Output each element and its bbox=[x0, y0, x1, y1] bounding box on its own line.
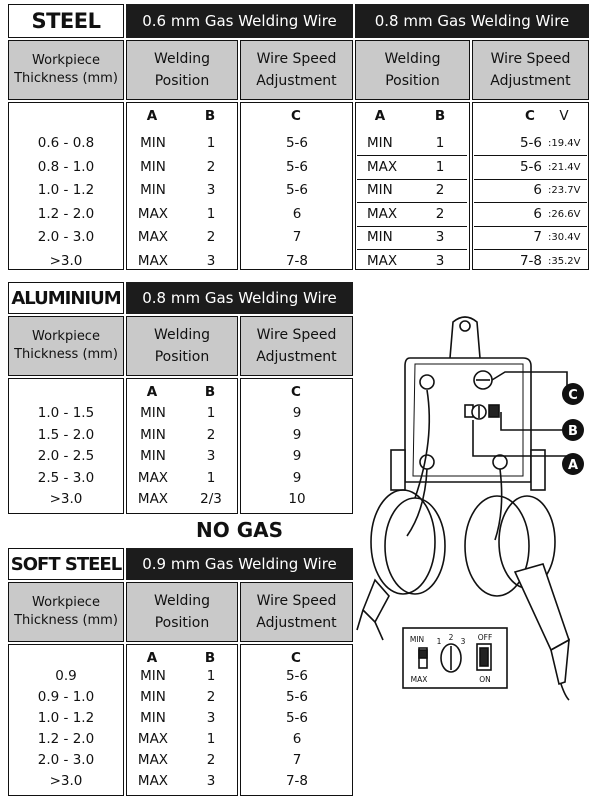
soft-steel-row-c: 5-6 bbox=[285, 668, 309, 684]
steel-06-row-b: 2 bbox=[206, 229, 216, 245]
soft-steel-row-thickness: 1.2 - 2.0 bbox=[37, 731, 95, 747]
steel-06-row-c: 7-8 bbox=[285, 252, 309, 269]
steel-08-row-a: MIN bbox=[367, 229, 393, 245]
soft-steel-row-thickness: 1.0 - 1.2 bbox=[37, 710, 95, 726]
callout-c-label: C bbox=[568, 388, 578, 403]
soft-steel-row-a: MIN bbox=[140, 668, 166, 684]
aluminium-row-a: MIN bbox=[140, 448, 166, 464]
panel-max-label: MAX bbox=[410, 675, 428, 684]
soft-steel-row-c: 5-6 bbox=[285, 710, 309, 726]
steel-08-row-divider bbox=[357, 202, 467, 203]
aluminium-speed-header: Wire Speed Adjustment bbox=[240, 316, 353, 376]
steel-06-row-thickness: 1.2 - 2.0 bbox=[37, 205, 95, 222]
steel-08-row-b: 3 bbox=[435, 229, 445, 245]
soft-steel-title: SOFT STEEL bbox=[8, 548, 124, 580]
soft-steel-thickness-header: Workpiece Thickness (mm) bbox=[8, 582, 124, 642]
steel-08-row-v: :35.2V bbox=[548, 255, 581, 267]
steel-06-row-a: MIN bbox=[140, 135, 166, 151]
steel-08-row-divider bbox=[357, 249, 467, 250]
steel-06-row-b: 3 bbox=[206, 182, 216, 198]
steel-title: STEEL bbox=[8, 4, 124, 38]
steel-08-row-v: :19.4V bbox=[548, 138, 581, 149]
steel-06-col-c: C bbox=[291, 108, 301, 124]
aluminium-row-thickness: 1.5 - 2.0 bbox=[37, 426, 95, 443]
soft-steel-speed-header: Wire Speed Adjustment bbox=[240, 582, 353, 642]
soft-steel-position-header: Welding Position bbox=[126, 582, 238, 642]
steel-08-row-divider bbox=[474, 179, 587, 180]
aluminium-row-b: 1 bbox=[206, 405, 216, 421]
soft-steel-row-thickness: 0.9 bbox=[55, 668, 77, 684]
steel-08-row-a: MAX bbox=[367, 252, 398, 269]
steel-08-col-c: C bbox=[525, 108, 535, 124]
soft-steel-col-a: A bbox=[146, 650, 158, 666]
panel-off-label: OFF bbox=[477, 633, 493, 642]
aluminium-row-a: MIN bbox=[140, 426, 166, 443]
steel-wire-08-header: 0.8 mm Gas Welding Wire bbox=[355, 4, 589, 38]
soft-steel-row-a: MAX bbox=[137, 752, 169, 768]
steel-08-row-divider bbox=[474, 249, 587, 250]
soft-steel-row-b: 2 bbox=[206, 689, 216, 705]
soft-steel-col-b: B bbox=[204, 650, 216, 666]
steel-08-col-a: A bbox=[374, 108, 386, 124]
steel-06-row-thickness: 1.0 - 1.2 bbox=[37, 182, 95, 198]
aluminium-thickness-header: Workpiece Thickness (mm) bbox=[8, 316, 124, 376]
aluminium-row-b: 3 bbox=[206, 448, 216, 464]
steel-06-row-b: 3 bbox=[206, 252, 216, 269]
soft-steel-row-b: 2 bbox=[206, 752, 216, 768]
aluminium-wire-header: 0.8 mm Gas Welding Wire bbox=[126, 282, 353, 314]
steel-08-row-b: 1 bbox=[435, 135, 445, 151]
steel-08-row-b: 2 bbox=[435, 182, 445, 198]
steel-08-row-c: 6 bbox=[533, 205, 542, 222]
soft-steel-col-c: C bbox=[291, 650, 301, 666]
steel-08-row-v: :26.6V bbox=[548, 208, 581, 220]
steel-thickness-header: Workpiece Thickness (mm) bbox=[8, 40, 124, 100]
steel-08-row-v: :21.4V bbox=[548, 161, 581, 173]
aluminium-col-c: C bbox=[291, 384, 301, 400]
aluminium-col-b: B bbox=[204, 384, 216, 400]
aluminium-row-thickness: >3.0 bbox=[49, 491, 83, 507]
aluminium-row-a: MAX bbox=[137, 491, 169, 507]
steel-06-row-thickness: 2.0 - 3.0 bbox=[37, 229, 95, 245]
steel-08-row-b: 2 bbox=[435, 205, 445, 222]
aluminium-row-thickness: 2.5 - 3.0 bbox=[37, 469, 95, 486]
steel-06-row-a: MIN bbox=[140, 158, 166, 175]
aluminium-row-c: 9 bbox=[292, 405, 302, 421]
steel-06-row-c: 5-6 bbox=[285, 182, 309, 198]
steel-08-row-v: :30.4V bbox=[548, 232, 581, 243]
steel-08-position-header: Welding Position bbox=[355, 40, 470, 100]
soft-steel-row-c: 7-8 bbox=[285, 773, 309, 789]
steel-08-row-divider bbox=[357, 179, 467, 180]
aluminium-row-c: 9 bbox=[292, 426, 302, 443]
aluminium-row-c: 9 bbox=[292, 448, 302, 464]
steel-06-row-b: 2 bbox=[206, 158, 216, 175]
steel-08-row-v: :23.7V bbox=[548, 185, 581, 196]
steel-06-row-c: 6 bbox=[292, 205, 302, 222]
steel-08-row-c: 5-6 bbox=[519, 158, 542, 175]
steel-08-row-divider bbox=[474, 202, 587, 203]
steel-08-row-divider bbox=[474, 226, 587, 227]
steel-06-row-c: 5-6 bbox=[285, 135, 309, 151]
aluminium-col-a: A bbox=[146, 384, 158, 400]
soft-steel-row-a: MAX bbox=[137, 731, 169, 747]
panel-on-label: ON bbox=[479, 675, 491, 684]
soft-steel-row-c: 5-6 bbox=[285, 689, 309, 705]
steel-06-col-b: B bbox=[204, 108, 216, 124]
aluminium-row-a: MIN bbox=[140, 405, 166, 421]
steel-08-row-b: 1 bbox=[435, 158, 445, 175]
aluminium-row-b: 1 bbox=[206, 469, 216, 486]
callout-a-label: A bbox=[567, 458, 579, 473]
steel-08-col-v: V bbox=[559, 108, 569, 124]
steel-06-col-a: A bbox=[146, 108, 158, 124]
steel-08-row-divider bbox=[357, 226, 467, 227]
steel-wire-06-header: 0.6 mm Gas Welding Wire bbox=[126, 4, 353, 38]
soft-steel-row-b: 3 bbox=[206, 773, 216, 789]
callout-b-label: B bbox=[568, 424, 578, 439]
soft-steel-row-a: MAX bbox=[137, 773, 169, 789]
steel-08-row-divider bbox=[357, 155, 467, 156]
soft-steel-row-b: 1 bbox=[206, 731, 216, 747]
steel-08-row-c: 6 bbox=[533, 182, 542, 198]
steel-08-col-b: B bbox=[434, 108, 446, 124]
soft-steel-row-b: 3 bbox=[206, 710, 216, 726]
steel-06-row-b: 1 bbox=[206, 135, 216, 151]
steel-08-row-a: MAX bbox=[367, 158, 398, 175]
welder-diagram bbox=[355, 310, 595, 710]
soft-steel-row-a: MIN bbox=[140, 689, 166, 705]
no-gas-heading: NO GAS bbox=[195, 518, 283, 542]
panel-pos-3: 3 bbox=[460, 637, 466, 646]
steel-06-row-c: 7 bbox=[292, 229, 302, 245]
steel-08-row-c: 7 bbox=[533, 229, 542, 245]
steel-06-row-a: MAX bbox=[137, 229, 169, 245]
steel-08-speed-header: Wire Speed Adjustment bbox=[472, 40, 589, 100]
aluminium-row-c: 10 bbox=[288, 491, 306, 507]
soft-steel-row-c: 6 bbox=[292, 731, 302, 747]
steel-08-row-c: 5-6 bbox=[519, 135, 542, 151]
steel-06-row-a: MAX bbox=[137, 252, 169, 269]
aluminium-row-thickness: 1.0 - 1.5 bbox=[37, 405, 95, 421]
aluminium-position-header: Welding Position bbox=[126, 316, 238, 376]
soft-steel-row-thickness: >3.0 bbox=[49, 773, 83, 789]
steel-06-row-thickness: 0.8 - 1.0 bbox=[37, 158, 95, 175]
aluminium-row-c: 9 bbox=[292, 469, 302, 486]
soft-steel-wire-header: 0.9 mm Gas Welding Wire bbox=[126, 548, 353, 580]
steel-06-position-header: Welding Position bbox=[126, 40, 238, 100]
panel-pos-2: 2 bbox=[448, 633, 454, 642]
steel-06-row-b: 1 bbox=[206, 205, 216, 222]
steel-08-row-a: MIN bbox=[367, 135, 393, 151]
aluminium-row-thickness: 2.0 - 2.5 bbox=[37, 448, 95, 464]
aluminium-title: ALUMINIUM bbox=[8, 282, 124, 314]
soft-steel-row-thickness: 2.0 - 3.0 bbox=[37, 752, 95, 768]
steel-08-row-a: MAX bbox=[367, 205, 398, 222]
aluminium-row-b: 2 bbox=[206, 426, 216, 443]
soft-steel-row-b: 1 bbox=[206, 668, 216, 684]
steel-06-row-a: MAX bbox=[137, 205, 169, 222]
aluminium-row-a: MAX bbox=[137, 469, 169, 486]
steel-06-row-thickness: 0.6 - 0.8 bbox=[37, 135, 95, 151]
steel-08-row-a: MIN bbox=[367, 182, 393, 198]
steel-06-speed-header: Wire Speed Adjustment bbox=[240, 40, 353, 100]
soft-steel-row-a: MIN bbox=[140, 710, 166, 726]
steel-08-row-c: 7-8 bbox=[519, 252, 542, 269]
soft-steel-row-c: 7 bbox=[292, 752, 302, 768]
steel-08-row-b: 3 bbox=[435, 252, 445, 269]
panel-pos-1: 1 bbox=[436, 637, 442, 646]
steel-06-row-thickness: >3.0 bbox=[49, 252, 83, 269]
steel-08-row-divider bbox=[474, 155, 587, 156]
panel-min-label: MIN bbox=[409, 635, 425, 644]
aluminium-row-b: 2/3 bbox=[200, 491, 222, 507]
steel-06-row-a: MIN bbox=[140, 182, 166, 198]
soft-steel-row-thickness: 0.9 - 1.0 bbox=[37, 689, 95, 705]
steel-06-row-c: 5-6 bbox=[285, 158, 309, 175]
